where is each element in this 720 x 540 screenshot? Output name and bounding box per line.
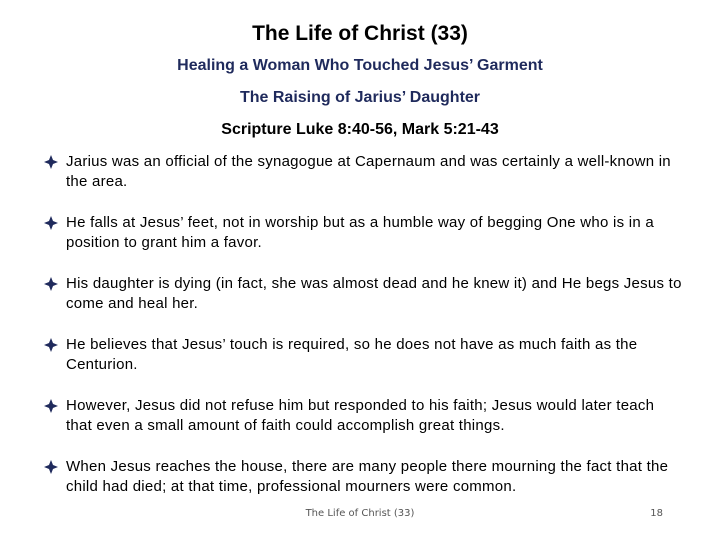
diamond-bullet-icon xyxy=(44,338,58,352)
bullet-item xyxy=(44,152,684,192)
bullet-text: He believes that Jesus’ touch is required, so he does not have as much faith as the Centurion. xyxy=(66,336,638,373)
bullet-item xyxy=(44,213,684,253)
diamond-bullet-icon xyxy=(44,155,58,169)
bullet-text: He falls at Jesus’ feet, not in worship but as a humble way of begging One who is in a position to grant him a favor. xyxy=(66,214,654,251)
bullet-item xyxy=(44,335,684,375)
diamond-bullet-icon xyxy=(44,277,58,291)
diamond-bullet-icon xyxy=(44,399,58,413)
subtitle-woman-healing: Healing a Woman Who Touched Jesus’ Garment xyxy=(177,57,543,74)
bullet-text: When Jesus reaches the house, there are many people there mourning the fact that the child had died; at that time, professional mourners were common. xyxy=(66,458,669,495)
bullet-item xyxy=(44,396,684,436)
subtitle-scripture-reference: Scripture Luke 8:40-56, Mark 5:21-43 xyxy=(221,121,499,138)
footer-title: The Life of Christ (33) xyxy=(305,508,415,519)
bullet-text: Jarius was an official of the synagogue at Capernaum and was certainly a well-known in the area. xyxy=(66,153,671,190)
page-number: 18 xyxy=(650,508,663,519)
bullet-list xyxy=(44,152,684,497)
bullet-item xyxy=(44,457,684,497)
diamond-bullet-icon xyxy=(44,460,58,474)
bullet-text: However, Jesus did not refuse him but responded to his faith; Jesus would later teach that even a small amount of faith could accomplish great things. xyxy=(66,397,655,434)
subtitle-raising-daughter: The Raising of Jarius’ Daughter xyxy=(239,89,481,106)
diamond-bullet-icon xyxy=(44,216,58,230)
bullet-text: His daughter is dying (in fact, she was almost dead and he knew it) and He begs Jesus to come and heal her. xyxy=(66,275,682,312)
bullet-item xyxy=(44,274,684,314)
slide-title: The Life of Christ (33) xyxy=(252,22,468,45)
